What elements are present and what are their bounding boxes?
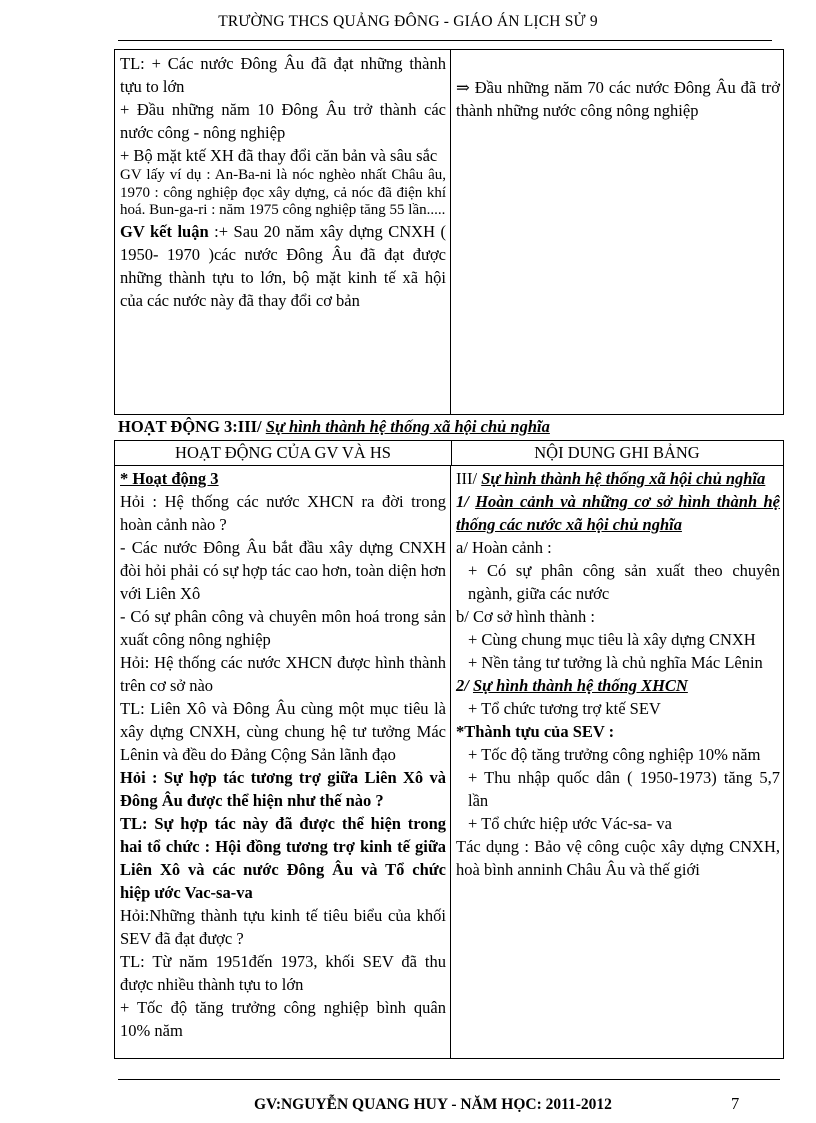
board-item: a/ Hoàn cảnh :	[456, 538, 552, 557]
answer-text: TL: + Các nước Đông Âu đã đạt những thành tựu to lớn	[120, 54, 446, 96]
page-number: 7	[731, 1094, 740, 1113]
column-header-board: NỘI DUNG GHI BẢNG	[534, 443, 700, 462]
board-achievements-label: *Thành tựu của SEV :	[456, 722, 615, 741]
answer-point: + Tốc độ tăng trưởng công nghiệp bình quân 10% năm	[120, 998, 446, 1040]
board-item: + Tốc độ tăng trưởng công nghiệp 10% năm	[468, 745, 761, 764]
teacher-example: GV lấy ví dụ : An-Ba-ni là nóc nghèo nhất Châu âu, 1970 : công nghiệp đọc xây dựng, cả nóc đã điện khí hoá. Bun-ga-ri : năm 1975 công nghiệp tăng 55 lần.....	[120, 167, 446, 218]
answer: TL: Liên Xô và Đông Âu cùng một mục tiêu là xây dựng CNXH, cùng chung hệ tư tưởng Mác Lênin và đều do Đảng Cộng Sản lãnh đạo	[120, 699, 446, 764]
board-item: + Cùng chung mục tiêu là xây dựng CNXH	[468, 630, 756, 649]
board-subheading-2	[456, 674, 780, 697]
answer-point: + Đầu những năm 10 Đông Âu trở thành các nước công - nông nghiệp	[120, 100, 446, 142]
question-bold: Hỏi : Sự hợp tác tương trợ giữa Liên Xô và Đông Âu được thể hiện như thế nào ?	[120, 768, 446, 810]
subheading-text: Hoàn cảnh và những cơ sở hình thành hệ thống các nước xã hội chủ nghĩa	[456, 492, 781, 534]
board-item: + Thu nhập quốc dân ( 1950-1973) tăng 5,7 lần	[468, 768, 780, 810]
question: Hỏi: Hệ thống các nước XHCN được hình thành trên cơ sở nào	[120, 653, 446, 695]
question: Hỏi : Hệ thống các nước XHCN ra đời trong hoàn cảnh nào ?	[120, 492, 446, 534]
page-footer: GV:NGUYỄN QUANG HUY - NĂM HỌC: 2011-2012	[254, 1096, 612, 1113]
board-heading-3	[456, 467, 780, 490]
board-item: + Có sự phân công sản xuất theo chuyên ngành, giữa các nước	[468, 561, 780, 603]
board-item: + Tổ chức hiệp ước Vác-sa- va	[468, 814, 672, 833]
answer-point: + Bộ mặt ktế XH đã thay đổi căn bản và sâu sắc	[120, 146, 438, 165]
question: Hỏi:Những thành tựu kinh tế tiêu biểu của khối SEV đã đạt được ?	[120, 906, 446, 948]
lesson-table-continued	[114, 49, 784, 415]
board-conclusion: ⇒ Đầu những năm 70 các nước Đông Âu đã trở thành những nước công nông nghiệp	[456, 78, 780, 120]
board-item: b/ Cơ sở hình thành :	[456, 607, 595, 626]
board-content-cell	[451, 465, 783, 1058]
board-subheading-1	[456, 490, 780, 536]
board-item: + Nền tảng tư tưởng là chủ nghĩa Mác Lênin	[468, 653, 763, 672]
section-heading	[118, 416, 550, 438]
conclusion-label: GV kết luận	[120, 221, 209, 241]
teacher-student-activity-cell	[115, 465, 451, 1058]
section-title: Sự hình thành hệ thống xã hội chủ nghĩa	[265, 417, 550, 436]
answer: TL: Từ năm 1951đến 1973, khối SEV đã thu được nhiều thành tựu to lớn	[120, 952, 446, 994]
teacher-conclusion	[120, 220, 446, 312]
heading-number: III/	[456, 469, 482, 488]
table-header-row	[115, 441, 783, 466]
section-prefix: HOẠT ĐỘNG 3:III/	[118, 417, 266, 436]
page-header: TRƯỜNG THCS QUẢNG ĐÔNG - GIÁO ÁN LỊCH SỬ 9	[218, 13, 598, 30]
conclusion-text: :+ Sau 20 năm xây dựng CNXH ( 1950- 1970 )các nước Đông Âu đã đạt được những thành tựu to lớn, bộ mặt kinh tế xã hội của các nước này đã thay đổi cơ bản	[120, 221, 447, 310]
answer-point: - Có sự phân công và chuyên môn hoá trong sản xuất công nông nghiệp	[120, 607, 446, 649]
column-header-activities: HOẠT ĐỘNG CỦA GV VÀ HS	[115, 441, 452, 465]
board-item: Tác dụng : Bảo vệ công cuộc xây dựng CNXH, hoà bình anninh Châu Âu và thế giới	[456, 837, 780, 879]
subheading-text: Sự hình thành hệ thống XHCN	[472, 676, 688, 695]
board-content-cell	[451, 50, 783, 414]
subheading-number: 2/	[456, 676, 473, 695]
lesson-table	[114, 440, 784, 1059]
footer-divider	[118, 1079, 780, 1080]
board-item: + Tổ chức tương trợ ktế SEV	[468, 699, 661, 718]
answer-point: - Các nước Đông Âu bắt đầu xây dựng CNXH đòi hỏi phải có sự hợp tác cao hơn, toàn diện hơn với Liên Xô	[120, 538, 446, 603]
activity-heading: * Hoạt động 3	[120, 469, 219, 488]
answer-bold: TL: Sự hợp tác này đã được thể hiện trong hai tổ chức : Hội đồng tương trợ kinh tế giữa Liên Xô và các nước Đông Âu và Tổ chức hiệp ước Vac-sa-va	[120, 814, 446, 902]
teacher-student-activity-cell	[115, 50, 451, 414]
heading-text: Sự hình thành hệ thống xã hội chủ nghĩa	[481, 469, 766, 488]
subheading-number: 1/	[456, 492, 476, 511]
header-divider	[118, 40, 772, 41]
